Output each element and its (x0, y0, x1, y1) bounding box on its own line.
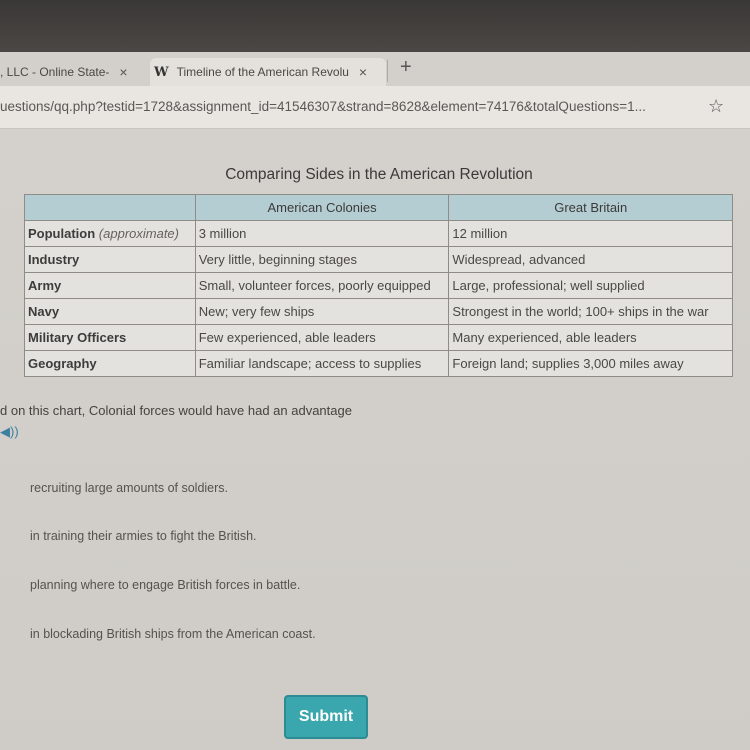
comparison-table (24, 194, 733, 377)
table-row (25, 351, 733, 377)
speaker-icon[interactable]: ◀)) (0, 424, 19, 439)
bookmark-star-icon[interactable]: ☆ (708, 96, 725, 116)
row-label: Navy (25, 299, 196, 325)
screen-top-bezel (0, 0, 750, 52)
britain-cell: Widespread, advanced (449, 247, 733, 273)
column-header-britain: Great Britain (449, 195, 733, 221)
submit-button[interactable]: Submit (284, 695, 368, 739)
address-bar[interactable] (0, 86, 750, 129)
tab-label: , LLC - Online State- (0, 65, 110, 79)
table-row (25, 325, 733, 351)
britain-cell: Many experienced, able leaders (449, 325, 733, 351)
row-label: Industry (25, 247, 196, 273)
row-label-text: Population (28, 226, 96, 241)
colonies-cell: Familiar landscape; access to supplies (195, 351, 449, 377)
chart-title: Comparing Sides in the American Revolution (225, 166, 533, 183)
row-label: Military Officers (25, 325, 196, 351)
colonies-cell: Very little, beginning stages (195, 247, 449, 273)
close-icon[interactable]: × (119, 64, 128, 80)
table-header-row (25, 195, 733, 221)
table-row (25, 221, 733, 247)
table-row (25, 247, 733, 273)
colonies-cell: Few experienced, able leaders (195, 325, 449, 351)
row-label: Army (25, 273, 196, 299)
answer-choice-b[interactable]: in training their armies to fight the British. (30, 529, 257, 543)
column-header-colonies: American Colonies (195, 195, 449, 221)
colonies-cell: 3 million (195, 221, 449, 247)
answer-choice-a[interactable]: recruiting large amounts of soldiers. (30, 481, 229, 495)
tab-label: Timeline of the American Revolu (176, 65, 349, 79)
britain-cell: Strongest in the world; 100+ ships in the war (449, 299, 733, 325)
colonies-cell: Small, volunteer forces, poorly equipped (195, 273, 449, 299)
britain-cell: 12 million (449, 221, 733, 247)
row-label: Geography (25, 351, 196, 377)
column-header-empty (25, 195, 196, 221)
tab-online-state[interactable] (0, 58, 128, 86)
row-label-note: (approximate) (98, 226, 179, 241)
britain-cell: Foreign land; supplies 3,000 miles away (449, 351, 733, 377)
table-row (25, 299, 733, 325)
row-label (25, 221, 196, 247)
table-row (25, 273, 733, 299)
answer-choice-c[interactable]: planning where to engage British forces in battle. (30, 578, 301, 592)
britain-cell: Large, professional; well supplied (449, 273, 733, 299)
wikipedia-icon: W (154, 64, 169, 80)
url-text[interactable]: uestions/qq.php?testid=1728&assignment_id=41546307&strand=8628&element=74176&totalQuestions=1... (0, 99, 646, 114)
tab-divider (387, 60, 388, 82)
question-text: d on this chart, Colonial forces would have had an advantage (0, 403, 352, 418)
tab-timeline-american-revolution[interactable] (150, 58, 386, 86)
colonies-cell: New; very few ships (195, 299, 449, 325)
answer-choice-d[interactable]: in blockading British ships from the American coast. (30, 627, 316, 641)
new-tab-icon[interactable]: + (400, 56, 412, 78)
browser-tab-bar (0, 52, 750, 87)
close-icon[interactable]: × (358, 64, 368, 80)
